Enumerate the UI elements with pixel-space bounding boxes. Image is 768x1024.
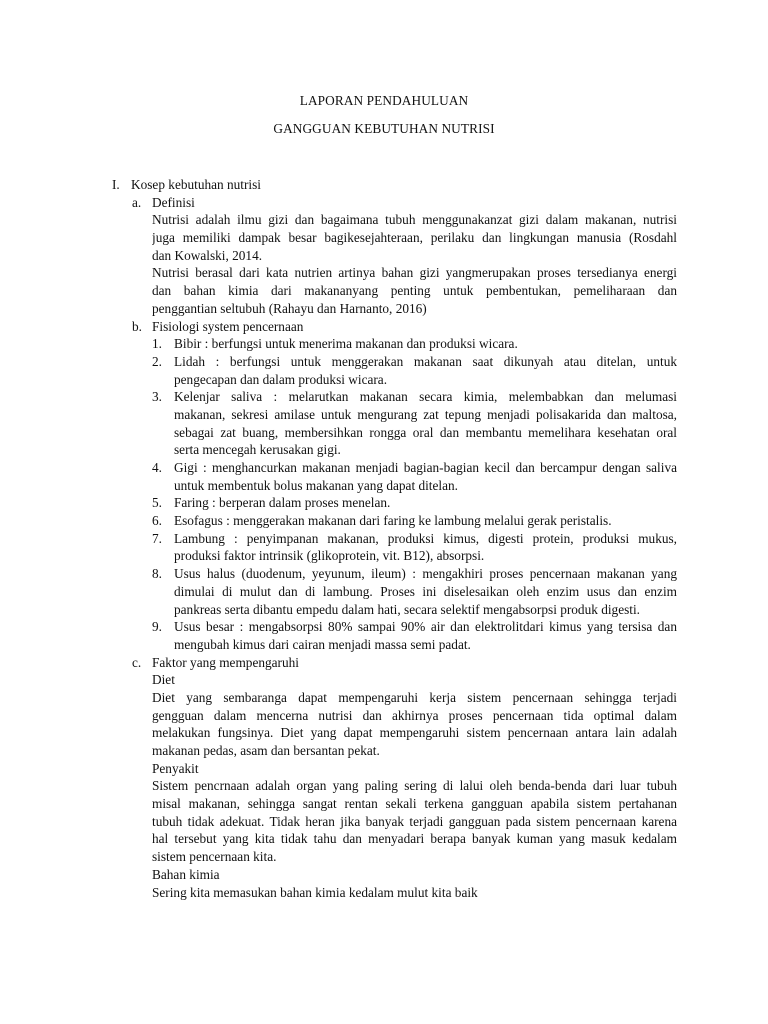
document-title: LAPORAN PENDAHULUAN [299, 93, 469, 108]
list-item-line: sebagai zat buang, membersihkan rongga oral dan membantu memelihara kesehatan oral [174, 424, 677, 440]
list-item-line: pankreas serta dibantu empedu dalam hati, secara selektif mengabsorpsi produk digesti. [174, 601, 640, 617]
subsection-marker: b. [132, 318, 142, 334]
list-item [0, 353, 768, 371]
paragraph-line: misal makanan, sehingga sangat rentan sekali terkena gangguan apabila sistem pertahanan [152, 796, 677, 812]
list-item-number: 7. [152, 530, 162, 546]
list-item-line: mengubah kimus dari cairan menjadi massa semi padat. [174, 636, 471, 652]
block-subheading: Diet [152, 672, 175, 688]
list-item-line: Usus halus (duodenum, yeyunum, ileum) : mengakhiri proses pencernaan makanan yang [174, 566, 677, 582]
list-item [0, 494, 768, 512]
list-item [0, 618, 768, 636]
list-item [0, 530, 768, 548]
list-item-line: Lidah : berfungsi untuk menggerakan makanan saat dikunyah atau ditelan, untuk [174, 353, 677, 369]
paragraph-line: dan Kowalski, 2014. [152, 247, 263, 263]
list-item-line: pengecapan dan dalam produksi wicara. [174, 371, 388, 387]
list-item-line: Faring : berperan dalam proses menelan. [174, 495, 391, 511]
document-subtitle: GANGGUAN KEBUTUHAN NUTRISI [273, 121, 495, 136]
paragraph-line: makanan pedas, asam dan bersantan pekat. [152, 743, 380, 758]
subsection-heading-line [0, 654, 768, 672]
subsection-marker: a. [132, 194, 142, 210]
paragraph-line: tubuh tidak adekuat. Tidak heran jika banyak terjadi gangguan pada sistem pencernaan karena [152, 813, 677, 829]
list-item [0, 388, 768, 406]
section-heading: Kosep kebutuhan nutrisi [131, 177, 261, 192]
list-item-line: untuk membentuk bolus makanan yang dapat ditelan. [174, 477, 458, 493]
list-item-number: 1. [152, 336, 162, 352]
list-item-number: 9. [152, 619, 162, 635]
list-item-line: Kelenjar saliva : melarutkan makanan secara kimia, melembabkan dan melumasi [174, 389, 677, 405]
list-item [0, 459, 768, 477]
list-item-line: dimulai di mulut dan di lambung. Proses ini diselesaikan oleh enzim usus dan enzim [174, 583, 677, 599]
paragraph-line: sistem pencernaan kita. [152, 849, 277, 865]
block-subheading: Penyakit [152, 760, 199, 776]
paragraph-line: dan bahan kimia dari makananyang penting untuk pembentukan, pemeliharaan dan [152, 283, 677, 299]
list-item-number: 4. [152, 460, 162, 475]
list-item-line: Lambung : penyimpanan makanan, produksi kimus, digesti protein, produksi mukus, [174, 530, 677, 546]
paragraph-line: melakukan fungsinya. Diet yang dapat mempengaruhi sistem pencernaan antara lain adalah [152, 725, 677, 741]
section-heading-line [0, 176, 768, 194]
subsection-heading: Definisi [152, 194, 195, 210]
paragraph-line: hal tersebut yang kita tidak tahu dan menyadari berapa banyak kuman yang masuk kedalam [152, 831, 677, 847]
list-item-line: serta mencegah kerusakan gigi. [174, 442, 341, 458]
subsection-heading-line [0, 318, 768, 336]
subsection-marker: c. [132, 654, 142, 670]
list-item-line: Usus besar : mengabsorpsi 80% sampai 90% air dan elektrolitdari kimus yang tersisa dan [174, 619, 677, 635]
list-item-line: Esofagus : menggerakan makanan dari faring ke lambung melalui gerak peristalis. [174, 513, 612, 529]
list-item-number: 2. [152, 353, 162, 369]
list-item-number: 8. [152, 566, 162, 582]
list-item [0, 335, 768, 353]
paragraph-line: Sering kita memasukan bahan kimia kedalam mulut kita baik [152, 884, 478, 900]
list-item-line: produksi faktor intrinsik (glikoprotein, vit. B12), absorpsi. [174, 548, 485, 564]
block-subheading: Bahan kimia [152, 866, 220, 882]
subsection-heading: Faktor yang mempengaruhi [152, 654, 299, 670]
document-body [0, 176, 768, 901]
list-item-line: Bibir : berfungsi untuk menerima makanan dan produksi wicara. [174, 336, 518, 352]
subsection-heading: Fisiologi system pencernaan [152, 318, 304, 334]
list-item-number: 5. [152, 495, 162, 511]
paragraph-line: penggantian seltubuh (Rahayu dan Harnanto, 2016) [152, 300, 427, 316]
paragraph-line: Nutrisi adalah ilmu gizi dan bagaimana tubuh menggunakanzat gizi dalam makanan, nutrisi [152, 212, 677, 228]
list-item-number: 6. [152, 513, 162, 529]
subsection-heading-line [0, 194, 768, 212]
paragraph-line: juga memiliki dampak besar bagikesejahteraan, perilaku dan lingkungan manusia (Rosdahl [152, 230, 677, 246]
paragraph-line: Diet yang sembaranga dapat mempengaruhi kerja sistem pencernaan sehingga terjadi [152, 689, 677, 705]
paragraph-line: gengguan dalam mencerna nutrisi dan akhirnya proses pencernaan tida optimal dalam [152, 707, 677, 723]
list-item-number: 3. [152, 389, 162, 405]
section-marker: I. [112, 177, 120, 192]
paragraph-line: Sistem pencrnaan adalah organ yang paling sering di lalui oleh benda-benda dari luar tubuh [152, 778, 677, 794]
list-item [0, 512, 768, 530]
list-item-line: Gigi : menghancurkan makanan menjadi bagian-bagian kecil dan bercampur dengan saliva [174, 460, 677, 475]
list-item-line: makanan, sekresi amilase untuk mengurang zat tepung menjadi polisakarida dan maltosa, [174, 406, 677, 422]
paragraph-line: Nutrisi berasal dari kata nutrien artinya bahan gizi yangmerupakan proses tersedianya energi [152, 265, 677, 281]
list-item [0, 565, 768, 583]
